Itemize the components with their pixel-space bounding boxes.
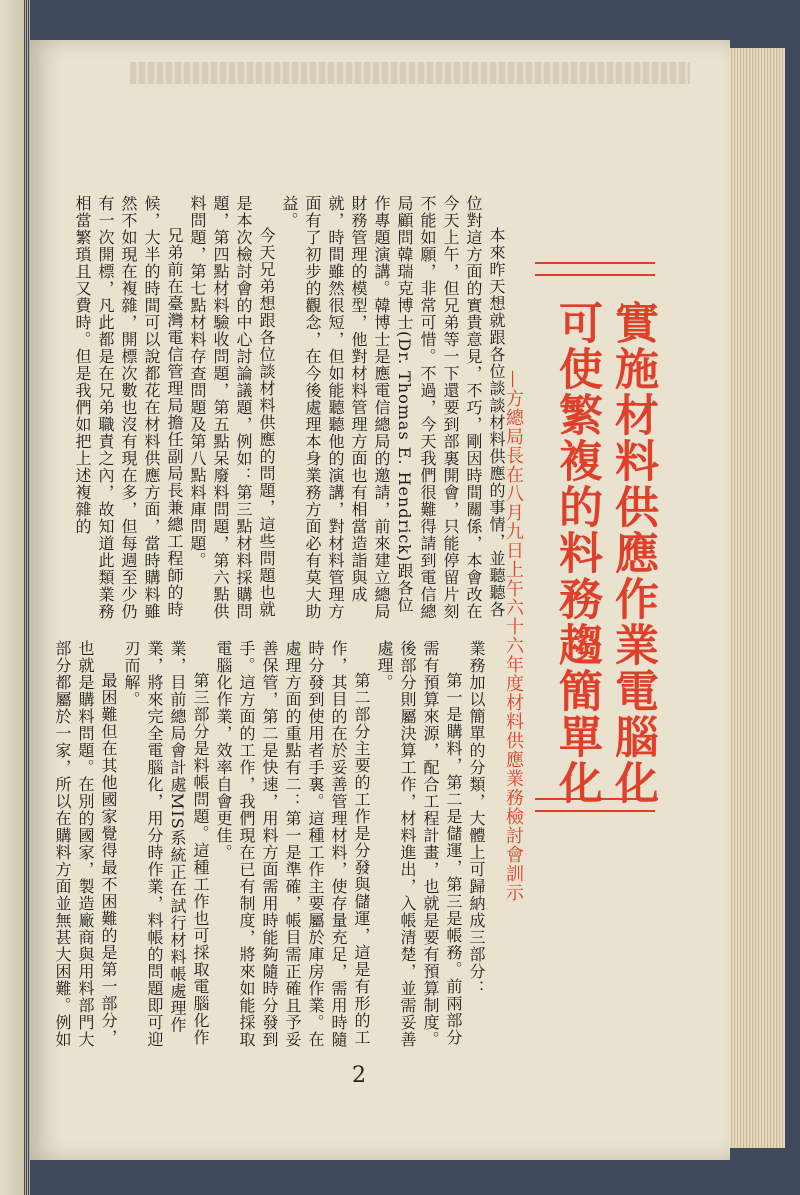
paragraph-part-two: 第二部分主要的工作是分發與儲運，這是有形的工作，其目的在於妥善管理材料，使存量充足，需用時隨時分發到使用者手裏。這種工作主要屬於庫房作業。在處理方面的重點有二：第一是準確，帳目需正確且予妥善保管，第二是快速，用料方面需用時能夠隨時分發到手。這方面的工作，我們現在已有制度，將來如能採取電腦化作業，效率自會更佳。	[214, 640, 371, 1048]
paragraph-part-one: 第一是購料，第二是儲運，第三是帳務。前兩部分需有預算來源，配合工程計畫，也就是要有預算制度。後部分則屬決算工作，材料進出，入帳清楚，並需妥善處理。	[375, 640, 463, 1048]
page-stack-edge	[730, 48, 785, 1148]
paragraph-experience: 兄弟前在臺灣電信管理局擔任副局長兼總工程師的時候，大半的時間可以說都花在材料供應方面，當時購料雖然不如現在複雜，開標次數也沒有現在多，但每週至少仍有一次開標，凡此都是在兄弟職責之內，故知道此類業務相當繁瑣且又費時。但是我們如把上述複雜的	[73, 195, 184, 620]
title-top-rule	[535, 262, 655, 276]
body-top-columns	[68, 195, 508, 625]
title-bottom-rule	[535, 798, 655, 812]
paragraph-part-three: 第三部分是料帳問題。這種工作也可採取電腦化作業，目前總局會計處MIS系統正在試行材料帳處理作業，將來完全電腦化，用分時作業，料帳的問題即可迎刃而解。	[122, 640, 210, 1048]
paragraph-purchasing: 最困難但在其他國家覺得最不困難的是第一部分，也就是購料問題。在別的國家，製造廠商與用料部門大部分都屬於一家，所以在購料方面並無甚大困難。例如	[53, 640, 118, 1048]
bleed-through-text	[130, 62, 690, 84]
page-number: 2	[352, 1063, 366, 1088]
title-line-1: 實施材料供應作業電腦化	[607, 300, 658, 806]
paragraph-classification: 業務加以簡單的分類，大體上可歸納成三部分：	[467, 640, 486, 997]
left-page-edge	[0, 0, 24, 1195]
paragraph-topics: 今天兄弟想跟各位談材料供應的問題，這些問題也就是本次檢討會的中心討論議題，例如：第三點材料採購問題，第四點材料驗收問題，第五點呆廢料問題，第六點供料問題，第七點材料存查問題及第八點料庫問題。	[188, 195, 276, 620]
body-bottom-columns	[53, 640, 488, 1050]
article-title	[548, 300, 660, 806]
title-line-2: 可使繁複的料務趨簡單化	[551, 300, 602, 806]
article-subtitle: —方總局長在八月九日上午六十六年度材料供應業務檢討會訓示	[503, 370, 524, 902]
paragraph-intro: 本來昨天想就跟各位談談材料供應的事情，並聽聽各位對這方面的實貴意見，不巧，剛因時間關係，本會改在今天上午，但兄弟等一下還要到部裏開會，只能停留片刻不能如願，非常可惜。不過，今天我們很難得請到電信總局顧問韓瑞克博士(Dr. Thomas E. Hendrick)跟各位作專題演講。韓博士是應電信總局的邀請，前來建立總局財務管理的模型，他對材料管理方面也有相當造詣與成就，時間雖然很短，但如能聽聽他的演講，對材料管理方面有了初步的觀念，在今後處理本身業務方面必有莫大助益。	[280, 195, 506, 620]
